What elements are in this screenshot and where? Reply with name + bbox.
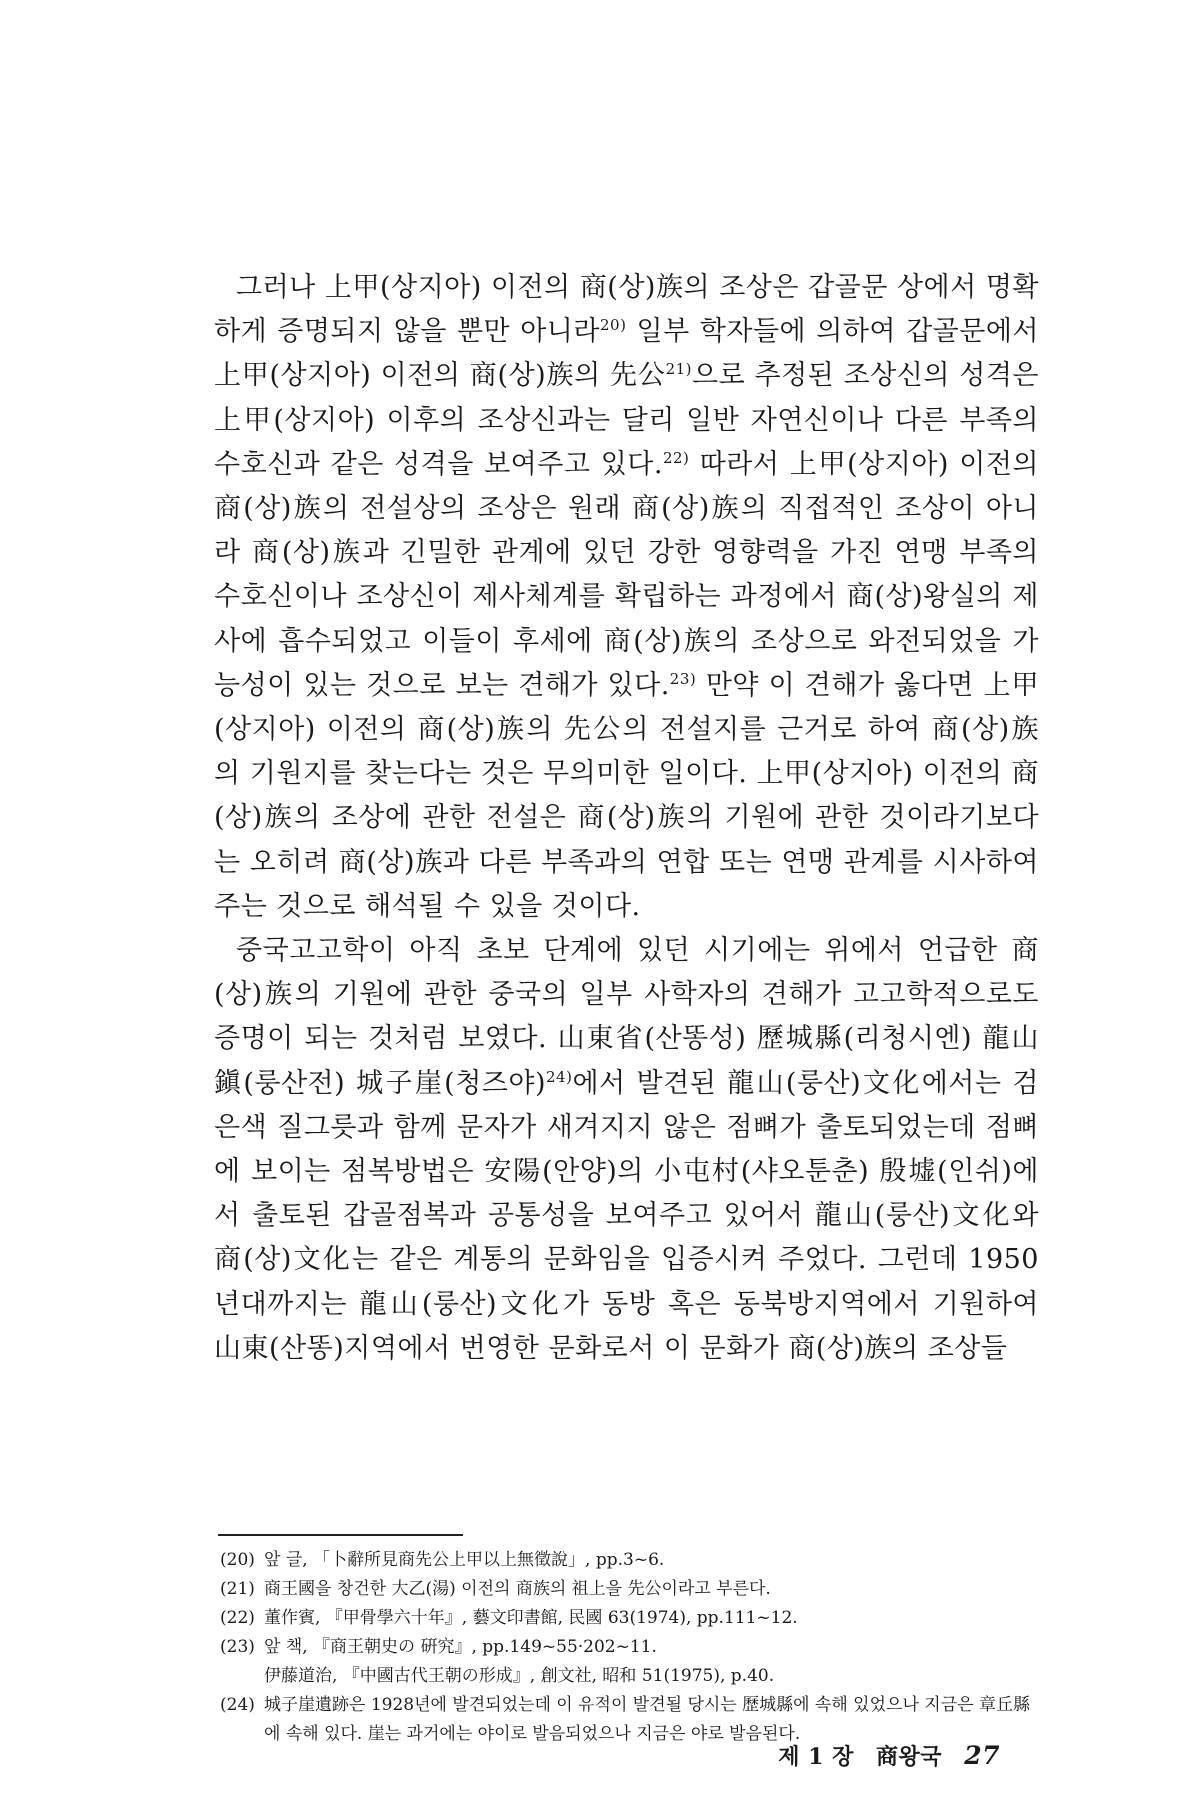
footnote-line: 앞 글, 「卜辭所見商先公上甲以上無徵說」, pp.3~6. — [264, 1550, 665, 1570]
text-segment: 에서 발견된 龍山(룽산)文化에서는 검은색 질그릇과 함께 문자가 새겨지지 않은 점뼈가 출토되었는데 점뼈에 보이는 점복방법은 安陽(안양)의 小屯村(샤오툰춘) 殷墟(인쉬)에서 출토된 갑골점복과 공통성을 보여주고 있어서 龍山(룽산)文化와 商(상)文化는 같은 계통의 문화임을 입증시켜 주었다. 그런데 1950년대까지는 龍山(룽산)文化가 동방 혹은 동북방지역에서 기원하여 山東(산똥)지역에서 번영한 문화로서 이 문화가 商(상)族의 조상들 — [214, 1067, 1039, 1364]
footnote-23 — [220, 1633, 1040, 1691]
footnote-number: (23) — [220, 1637, 255, 1657]
footnote-number: (21) — [220, 1579, 255, 1599]
page-number: 27 — [964, 1741, 1000, 1770]
body-text — [214, 266, 1039, 1371]
footnote-line: 앞 책, 『商王朝史の 硏究』, pp.149~55·202~11. — [264, 1637, 657, 1657]
footnotes — [220, 1546, 1040, 1749]
footnote-number: (20) — [220, 1550, 255, 1570]
footnote-22 — [220, 1604, 1040, 1633]
footnote-21 — [220, 1575, 1040, 1604]
footnote-line: 城子崖遺跡은 1928년에 발견되었는데 이 유적이 발견될 당시는 歷城縣에 속해 있었으나 지금은 章丘縣에 속해 있다. 崖는 과거에는 야이로 발음되었으나 지금은 야로 발음된다. — [264, 1695, 1030, 1744]
footnote-line: 董作賓, 『甲骨學六十年』, 藝文印書館, 民國 63(1974), pp.111~12. — [264, 1608, 798, 1628]
footnote-number: (24) — [220, 1695, 255, 1715]
paragraph-1 — [214, 266, 1039, 929]
text-segment: 중국고고학이 아직 초보 단계에 있던 시기에는 위에서 언급한 商(상)族의 기원에 관한 중국의 일부 사학자의 견해가 고고학적으로도 증명이 되는 것처럼 보였다. 山東省(산똥성) 歷城縣(리청시엔) 龍山鎭(룽산전) 城子崖(청즈야) — [214, 935, 1039, 1099]
footnote-ref-23: 23) — [669, 669, 697, 688]
footnote-number: (22) — [220, 1608, 255, 1628]
footnote-text — [264, 1604, 1040, 1633]
footnote-ref-21: 21) — [665, 360, 693, 379]
footnote-text — [264, 1546, 1040, 1575]
text-segment: 따라서 上甲(상지아) 이전의 商(상)族의 전설상의 조상은 원래 商(상)族의 직접적인 조상이 아니라 商(상)族과 긴밀한 관계에 있던 강한 영향력을 가진 연맹 부족의 수호신이나 조상신이 제사체계를 확립하는 과정에서 商(상)왕실의 제사에 흡수되었고 이들이 후세에 商(상)族의 조상으로 와전되었을 가능성이 있는 것으로 보는 견해가 있다. — [214, 448, 1039, 701]
paragraph-2 — [214, 929, 1039, 1371]
footnote-text — [264, 1633, 1040, 1691]
running-footer — [764, 1740, 1000, 1771]
footnote-ref-20: 20) — [599, 316, 627, 335]
footnote-ref-22: 22) — [662, 448, 690, 467]
footnote-divider — [218, 1534, 463, 1536]
text-segment: 만약 이 견해가 옳다면 上甲(상지아) 이전의 商(상)族의 先公의 전설지를 근거로 하여 商(상)族의 기원지를 찾는다는 것은 무의미한 일이다. 上甲(상지아) 이전의 商(상)族의 조상에 관한 전설은 商(상)族의 기원에 관한 것이라기보다는 오히려 商(상)族과 다른 부족과의 연합 또는 연맹 관계를 시사하여 주는 것으로 해석될 수 있을 것이다. — [214, 669, 1039, 922]
footnote-ref-24: 24) — [545, 1067, 573, 1086]
footnote-line: 商王國을 창건한 大乙(湯) 이전의 商族의 祖上을 先公이라고 부른다. — [264, 1579, 771, 1599]
footnote-text — [264, 1575, 1040, 1604]
footnote-20 — [220, 1546, 1040, 1575]
text-segment: 그러나 上甲(상지아) 이전의 商(상)族의 조상은 갑골문 상에서 명확하게 증명되지 않을 뿐만 아니라 — [214, 272, 1039, 348]
chapter-title: 商왕국 — [876, 1744, 943, 1770]
footnote-line: 伊藤道治, 『中國古代王朝の形成』, 創文社, 昭和 51(1975), p.40. — [264, 1666, 775, 1686]
text-segment: 으로 추정된 조상신의 성격은 上甲(상지아) 이후의 조상신과는 달리 일반 자연신이나 다른 부족의 수호신과 같은 성격을 보여주고 있다. — [214, 360, 1040, 480]
text-segment: 일부 학자들에 의하여 갑골문에서 上甲(상지아) 이전의 商(상)族의 先公 — [214, 316, 1039, 392]
chapter-label: 제 1 장 — [778, 1744, 854, 1770]
